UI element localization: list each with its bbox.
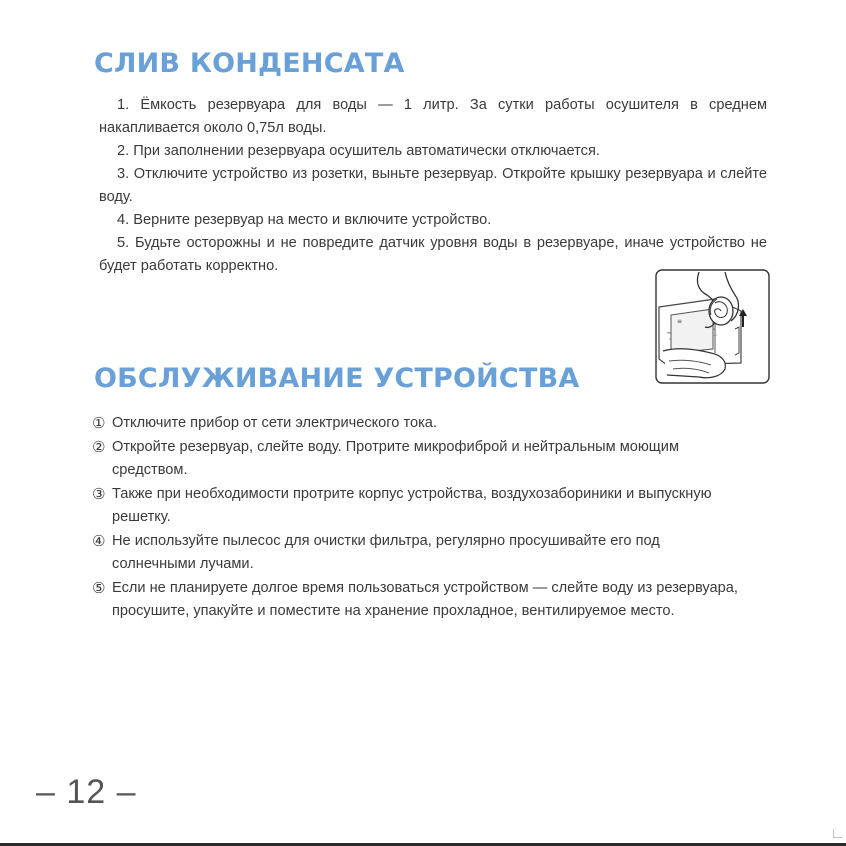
heading-condensate-drain: СЛИВ КОНДЕНСАТА xyxy=(94,48,405,79)
list-item-text: Также при необходимости протрите корпус устройства, воздухозабориники и выпускную решетку. xyxy=(112,486,712,525)
drain-step-5: 5. Будьте осторожны и не повредите датчик уровня воды в резервуаре, иначе устройство не будет работать корректно. xyxy=(99,235,767,274)
drain-instructions xyxy=(99,94,767,278)
list-item xyxy=(92,436,792,482)
list-item-text: Отключите прибор от сети электрического тока. xyxy=(112,415,437,431)
list-item-text: Если не планируете долгое время пользоваться устройством — слейте воду из резервуара, просушите, упакуйте и поместите на хранение прохладное, вентилируемое место. xyxy=(112,580,738,619)
list-item-text: Не используйте пылесос для очистки фильтра, регулярно просушивайте его под солнечными лучами. xyxy=(112,533,660,572)
list-item-number: ④ xyxy=(92,532,106,550)
list-item-number: ③ xyxy=(92,485,106,503)
drain-step-4: 4. Верните резервуар на место и включите устройство. xyxy=(117,212,492,228)
heading-device-maintenance: ОБСЛУЖИВАНИЕ УСТРОЙСТВА xyxy=(94,363,580,394)
list-item-number: ② xyxy=(92,438,106,456)
list-item-number: ⑤ xyxy=(92,579,106,597)
list-item xyxy=(92,483,792,529)
list-item xyxy=(92,577,792,623)
list-item xyxy=(92,412,792,435)
list-item-number: ① xyxy=(92,414,106,432)
drain-step-2: 2. При заполнении резервуара осушитель автоматически отключается. xyxy=(117,143,600,159)
list-item xyxy=(92,530,792,576)
tank-removal-illustration xyxy=(655,269,770,384)
drain-step-1: 1. Ёмкость резервуара для воды — 1 литр. За сутки работы осушителя в среднем накапливается около 0,75л воды. xyxy=(99,97,767,136)
page-number: – 12 – xyxy=(36,773,137,811)
svg-text:≡: ≡ xyxy=(677,318,683,325)
maintenance-list xyxy=(92,412,792,624)
drain-step-3: 3. Отключите устройство из розетки, выньте резервуар. Откройте крышку резервуара и слейте воду. xyxy=(99,166,767,205)
crop-mark xyxy=(833,829,842,838)
list-item-text: Откройте резервуар, слейте воду. Протрите микрофиброй и нейтральным моющим средством. xyxy=(112,439,679,478)
